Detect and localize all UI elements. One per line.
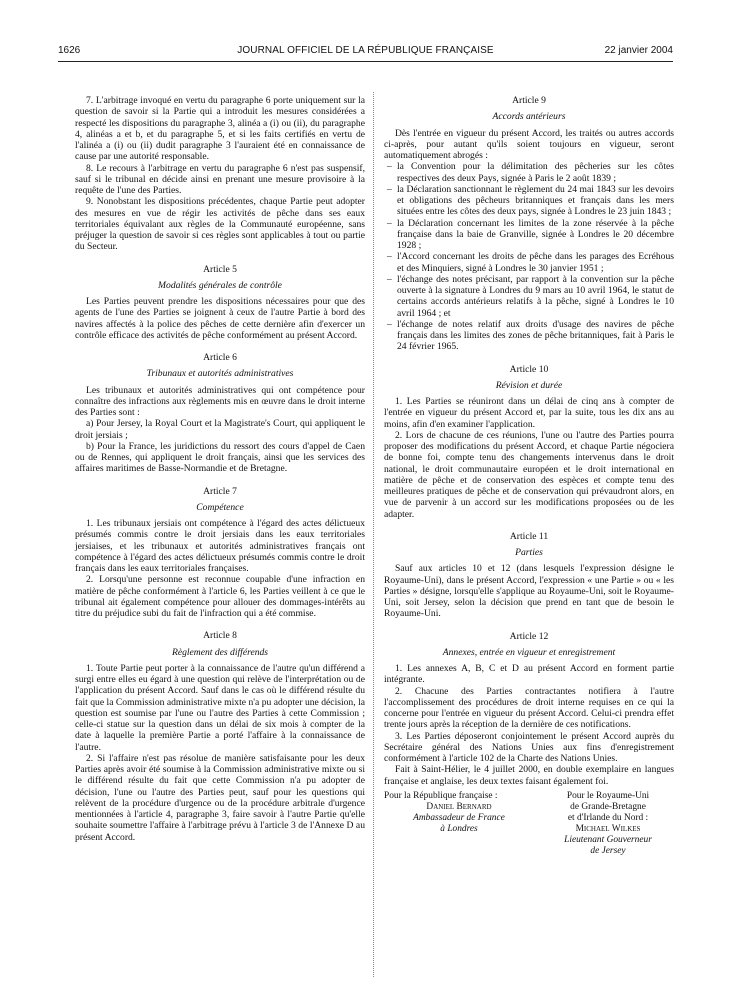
list-item: – la Convention pour la délimitation des pêcheries sur les côtes respectives des deux Pays, signée à Paris le 2 août 1839 ; (384, 161, 674, 184)
right-column (384, 95, 674, 857)
article-10-paragraph-1: 1. Les Parties se réuniront dans un délai de cinq ans à compter de l'entrée en vigueur du présent Accord et, par la suite, tous les dix ans au moins, afin d'en examiner l'application. (384, 396, 674, 430)
abrogated-treaties-list (384, 161, 674, 352)
column-divider (373, 92, 374, 977)
article-11-heading: Article 11 (509, 530, 549, 542)
signatory-role-france: Ambassadeur de France (413, 812, 505, 823)
article-9-intro: Dès l'entrée en vigueur du présent Accord, les traités ou autres accords ci-après, pour autant qu'ils soient toujours en vigueur, seront automatiquement abrogés : (384, 127, 674, 161)
article-8-heading: Article 8 (203, 630, 237, 642)
article-7-title: Compétence (196, 501, 244, 513)
signatory-name-uk: Michael Wilkes (575, 823, 641, 834)
article-12-paragraph-2: 2. Chacune des Parties contractantes notifiera à l'autre l'accomplissement des procédures de droit interne requises en ce qui la concerne pour l'entrée en vigueur du présent Accord. Celui-ci prendra effet trente jours après la réception de la dernière de ces notifications. (384, 685, 674, 731)
list-item: – la Déclaration concernant les limites de la zone réservée à la pêche française dans la baie de Granville, signée à Londres le 20 décembre 1928 ; (384, 218, 674, 252)
article-5-title: Modalités générales de contrôle (158, 279, 282, 291)
signatory-name-france: Daniel Bernard (426, 801, 492, 812)
issue-date: 22 janvier 2004 (604, 45, 673, 56)
list-item: – l'Accord concernant les droits de pêche dans les parages des Ecréhous et des Minquiers, signé à Londres le 30 janvier 1951 ; (384, 251, 674, 274)
article-11-text: Sauf aux articles 10 et 12 (dans lesquels l'expression désigne le Royaume-Uni), dans le présent Accord, l'expression « une Partie » ou « les Parties » désigne, lorsqu'elle s'applique au Royaume-Uni, soit le Royaume-Uni, soit Jersey, selon la décision que prend en tant que de besoin le Royaume-Uni. (384, 563, 674, 620)
article-6-heading: Article 6 (203, 352, 237, 363)
list-item: – la Déclaration sanctionnant le règlement du 24 mai 1843 sur les devoirs et obligations des pêcheurs britanniques et français dans les mers situées entre les côtes des deux pays, signée à Londres le 23 juin 1843 ; (384, 184, 674, 218)
signatory-role-france-2: à Londres (440, 823, 478, 834)
article-10-paragraph-2: 2. Lors de chacune de ces réunions, l'une ou l'autre des Parties pourra proposer des modifications du présent Accord, et chaque Partie négociera de bonne foi, compte tenu des changements intervenus dans le droit national, le droit communautaire européen et le droit international en matière de pêche et de conservation des espèces et compte tenu des meilleures pratiques de pêche et de conservation qui prévaudront alors, en vue de parvenir à un accord sur les modifications proposées ou de les adapter. (384, 429, 674, 520)
article-9-title: Accords antérieurs (492, 111, 566, 123)
article-6-intro: Les tribunaux et autorités administratives qui ont compétence pour connaître des infractions aux règlements mis en œuvre dans le droit interne des Parties sont : (75, 384, 365, 418)
article-8-paragraph-2: 2. Si l'affaire n'est pas résolue de manière satisfaisante pour les deux Parties après avoir été soumise à la Commission administrative mixte ou si le différend résulte du fait que cette Commission n'a pu adopter de décision, l'une ou l'autre des Parties peut, sauf pour les questions qui relèvent de la procédure d'urgence ou de la procédure arbitrale d'urgence mentionnées à l'article 4, paragraphe 3, faire savoir à l'autre Partie qu'elle souhaite soumettre l'affaire à l'arbitrage prévu à l'article 3 de l'Annexe D au présent Accord. (75, 752, 365, 843)
signatory-role-uk-2: de Jersey (590, 845, 626, 856)
signature-uk-line-3: et d'Irlande du Nord : (567, 812, 649, 823)
article-6-item-b: b) Pour la France, les juridictions du ressort des cours d'appel de Caen ou de Rennes, qui appliquent le droit français, ainsi que les services des affaires maritimes de Basse-Normandie et de Bretagne. (75, 440, 365, 475)
article-12-paragraph-3: 3. Les Parties déposeront conjointement le présent Accord auprès du Secrétaire général des Nations Unies aux fins d'enregistrement conformément à l'article 102 de la Charte des Nations Unies. (384, 730, 674, 764)
article-11-title: Parties (515, 547, 543, 558)
article-12-heading: Article 12 (509, 630, 549, 642)
article-12-title: Annexes, entrée en vigueur et enregistrement (442, 646, 616, 658)
signature-uk-line-1: Pour le Royaume-Uni (566, 790, 650, 801)
page-number: 1626 (58, 45, 81, 56)
signature-france (384, 791, 534, 857)
paragraph-9: 9. Nonobstant les dispositions précédentes, chaque Partie peut adopter des mesures en vue de régir les activités de pêche dans ses eaux territoriales équivalant aux règles de la Communauté européenne, sans préjuger la question de savoir si ces règles sont applicables à tout ou partie du Secteur. (75, 196, 365, 253)
article-9-heading: Article 9 (512, 95, 546, 106)
signatory-role-uk: Lieutenant Gouverneur (564, 834, 652, 845)
paragraph-8: 8. Le recours à l'arbitrage en vertu du paragraphe 6 n'est pas suspensif, sauf si le tribunal en décide ainsi en prenant une mesure provisoire à la requête de l'une des Parties. (75, 162, 365, 196)
journal-title: JOURNAL OFFICIEL DE LA RÉPUBLIQUE FRANÇAISE (237, 45, 494, 56)
article-8-title: Règlement des différends (171, 646, 269, 658)
article-6-item-a: a) Pour Jersey, la Royal Court et la Magistrate's Court, qui appliquent le droit jersiais ; (75, 418, 365, 441)
article-7-paragraph-2: 2. Lorsqu'une personne est reconnue coupable d'une infraction en matière de pêche conformément à l'article 6, les Parties veillent à ce que le tribunal ait également compétence pour allouer des dommages-intérêts au titre du préjudice subi du fait de l'infraction qui a été commise. (75, 574, 365, 619)
left-column (75, 95, 365, 843)
article-5-heading: Article 5 (203, 263, 237, 275)
page-header (58, 45, 673, 59)
article-7-paragraph-1: 1. Les tribunaux jersiais ont compétence à l'égard des actes délictueux présumés commis contre le droit jersiais dans les eaux territoriales jersiaises, et les tribunaux et autorités administratives français ont compétence à l'égard des actes délictueux présumés commis contre le droit français dans les eaux territoriales françaises. (75, 518, 365, 574)
list-item: – l'échange des notes précisant, par rapport à la convention sur la pêche ouverte à la signature à Londres du 9 mars au 10 avril 1964, le statut de certains accords antérieurs relatifs à la pêche, signé à Londres le 10 avril 1964 ; et (384, 274, 674, 319)
article-10-heading: Article 10 (509, 363, 549, 375)
header-rule (58, 61, 673, 62)
paragraph-7: 7. L'arbitrage invoqué en vertu du paragraphe 6 porte uniquement sur la question de savoir si la Partie qui a introduit les mesures considérées a respecté les dispositions du paragraphe 3, alinéa a (i) ou (ii), du paragraphe 4, alinéas a et b, et du paragraphe 5, et si les faits certifiés en vertu de l'alinéa a (i) ou (ii) dudit paragraphe 3 l'auraient été en connaissance de cause par une autorité responsable. (75, 95, 365, 163)
article-8-paragraph-1: 1. Toute Partie peut porter à la connaissance de l'autre qu'un différend a surgi entre elles eu égard à une question qui relève de l'interprétation ou de l'application du présent Accord. Sauf dans le cas où le différend résulte du fait que la Commission administrative mixte n'a pu adopter une décision, la question est soumise par l'une ou l'autre des Parties à cette Commission ; celle-ci statue sur la question dans un délai de six mois à compter de la date à laquelle la première Partie a porté l'affaire à la connaissance de l'autre. (75, 662, 365, 753)
signature-uk-line-2: de Grande-Bretagne (570, 801, 646, 812)
closing-statement: Fait à Saint-Hélier, le 4 juillet 2000, en double exemplaire en langues française et anglaise, les deux textes faisant également foi. (384, 764, 674, 787)
article-12-paragraph-1: 1. Les annexes A, B, C et D au présent Accord en forment partie intégrante. (384, 663, 674, 686)
article-10-title: Révision et durée (495, 379, 563, 391)
article-6-title: Tribunaux et autorités administratives (146, 368, 294, 380)
signatures (384, 791, 674, 857)
list-item: – l'échange de notes relatif aux droits d'usage des navires de pêche français dans les limites des zones de pêche britanniques, fait à Paris le 24 février 1965. (384, 319, 674, 353)
article-5-text: Les Parties peuvent prendre les dispositions nécessaires pour que des agents de l'une des Parties se joignent à ceux de l'autre Partie à bord des navires affectés à la police des pêches de cette dernière afin d'exercer un contrôle efficace des activités de pêche conformément au présent Accord. (75, 296, 365, 341)
signature-france-line: Pour la République française : (384, 790, 498, 801)
signature-uk (542, 791, 674, 857)
article-7-heading: Article 7 (203, 485, 237, 497)
